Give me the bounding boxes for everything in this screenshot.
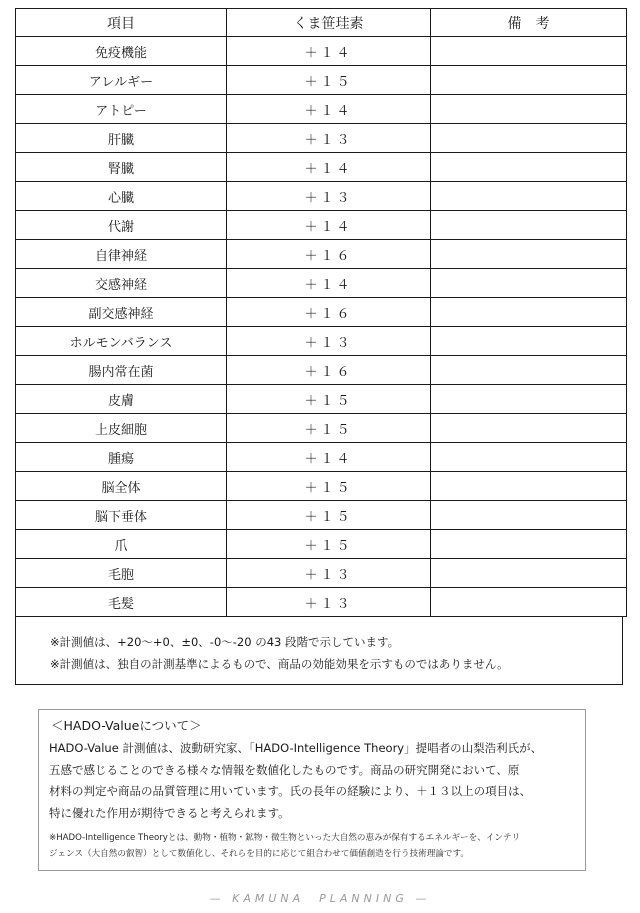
row-item: 皮膚 (16, 385, 227, 414)
table-row (16, 66, 627, 95)
row-remarks (431, 269, 627, 298)
row-item: 爪 (16, 530, 227, 559)
row-remarks (431, 414, 627, 443)
row-value: ＋１３ (227, 124, 431, 153)
row-value: ＋１６ (227, 240, 431, 269)
row-remarks (431, 385, 627, 414)
row-value: ＋１６ (227, 356, 431, 385)
row-remarks (431, 356, 627, 385)
row-item: 免疫機能 (16, 37, 227, 66)
row-value: ＋１４ (227, 95, 431, 124)
row-item: 自律神経 (16, 240, 227, 269)
row-remarks (431, 588, 627, 617)
row-remarks (431, 124, 627, 153)
row-remarks (431, 298, 627, 327)
row-item: 腫瘍 (16, 443, 227, 472)
row-item: 肝臓 (16, 124, 227, 153)
row-value: ＋１３ (227, 559, 431, 588)
row-remarks (431, 559, 627, 588)
table-row (16, 153, 627, 182)
table-row (16, 356, 627, 385)
table-row (16, 298, 627, 327)
row-item: 心臓 (16, 182, 227, 211)
row-item: ホルモンバランス (16, 327, 227, 356)
row-item: 脳全体 (16, 472, 227, 501)
table-row (16, 588, 627, 617)
row-value: ＋１６ (227, 298, 431, 327)
hado-value-table (15, 8, 627, 617)
row-value: ＋１３ (227, 327, 431, 356)
row-remarks (431, 240, 627, 269)
about-footnote (49, 830, 575, 862)
row-item: 腸内常在菌 (16, 356, 227, 385)
row-remarks (431, 530, 627, 559)
about-body-line: 材料の判定や商品の品質管理に用いています。氏の長年の経験により、＋１３以上の項目は、 (49, 784, 532, 798)
table-row (16, 124, 627, 153)
row-remarks (431, 182, 627, 211)
row-item: 腎臓 (16, 153, 227, 182)
row-item: 脳下垂体 (16, 501, 227, 530)
about-heading: ＜HADO-Valueについて＞ (51, 718, 202, 733)
row-item: 交感神経 (16, 269, 227, 298)
about-body (49, 738, 575, 824)
table-row (16, 240, 627, 269)
row-item: 毛胞 (16, 559, 227, 588)
row-remarks (431, 37, 627, 66)
about-hado-value-box (38, 709, 586, 871)
row-value: ＋１４ (227, 443, 431, 472)
about-body-line: HADO-Value 計測値は、波動研究家、「HADO-Intelligence Theory」提唱者の山梨浩利氏が、 (49, 741, 543, 755)
row-remarks (431, 327, 627, 356)
table-row (16, 501, 627, 530)
row-item: 副交感神経 (16, 298, 227, 327)
row-remarks (431, 95, 627, 124)
table-row (16, 37, 627, 66)
row-value: ＋１４ (227, 269, 431, 298)
table-body (16, 37, 627, 617)
footnote-line: ジェンス（大自然の叡智）として数値化し、それらを目的に応じて組合わせて価値創造を行う技術理論です。 (49, 849, 469, 859)
note-line: ※計測値は、+20〜+0、±0、-0〜-20 の43 段階で示しています。 (50, 635, 400, 649)
table-row (16, 327, 627, 356)
note-line: ※計測値は、独自の計測基準によるもので、商品の効能効果を示すものではありません。 (50, 657, 509, 671)
row-remarks (431, 66, 627, 95)
row-value: ＋１５ (227, 501, 431, 530)
row-value: ＋１３ (227, 588, 431, 617)
row-value: ＋１５ (227, 414, 431, 443)
table-row (16, 95, 627, 124)
row-remarks (431, 153, 627, 182)
header-item: 項目 (16, 9, 227, 37)
footnote-line: ※HADO-Intelligence Theoryとは、動物・植物・鉱物・微生物といった大自然の恵みが保有するエネルギーを、インテリ (49, 833, 521, 843)
row-value: ＋１５ (227, 66, 431, 95)
row-item: 代謝 (16, 211, 227, 240)
document-sheet (15, 8, 625, 685)
table-row (16, 530, 627, 559)
about-body-line: 五感で感じることのできる様々な情報を数値化したものです。商品の研究開発において、原 (49, 762, 520, 777)
row-item: アトピー (16, 95, 227, 124)
table-row (16, 414, 627, 443)
row-value: ＋１５ (227, 385, 431, 414)
row-item: 毛髪 (16, 588, 227, 617)
table-row (16, 559, 627, 588)
row-remarks (431, 501, 627, 530)
measurement-notes (15, 617, 623, 685)
header-remarks: 備 考 (431, 9, 627, 37)
row-item: 上皮細胞 (16, 414, 227, 443)
table-row (16, 269, 627, 298)
table-row (16, 385, 627, 414)
table-row (16, 182, 627, 211)
table-row (16, 211, 627, 240)
row-remarks (431, 472, 627, 501)
row-remarks (431, 443, 627, 472)
row-item: アレルギー (16, 66, 227, 95)
row-value: ＋１３ (227, 182, 431, 211)
footer-brand: — KAMUNA PLANNING — (209, 892, 431, 905)
table-row (16, 443, 627, 472)
row-value: ＋１４ (227, 153, 431, 182)
row-value: ＋１５ (227, 530, 431, 559)
row-value: ＋１４ (227, 37, 431, 66)
header-value: くま笹珪素 (227, 9, 431, 37)
row-remarks (431, 211, 627, 240)
table-header-row (16, 9, 627, 37)
row-value: ＋１５ (227, 472, 431, 501)
row-value: ＋１４ (227, 211, 431, 240)
table-row (16, 472, 627, 501)
about-body-line: 特に優れた作用が期待できると考えられます。 (49, 805, 290, 820)
